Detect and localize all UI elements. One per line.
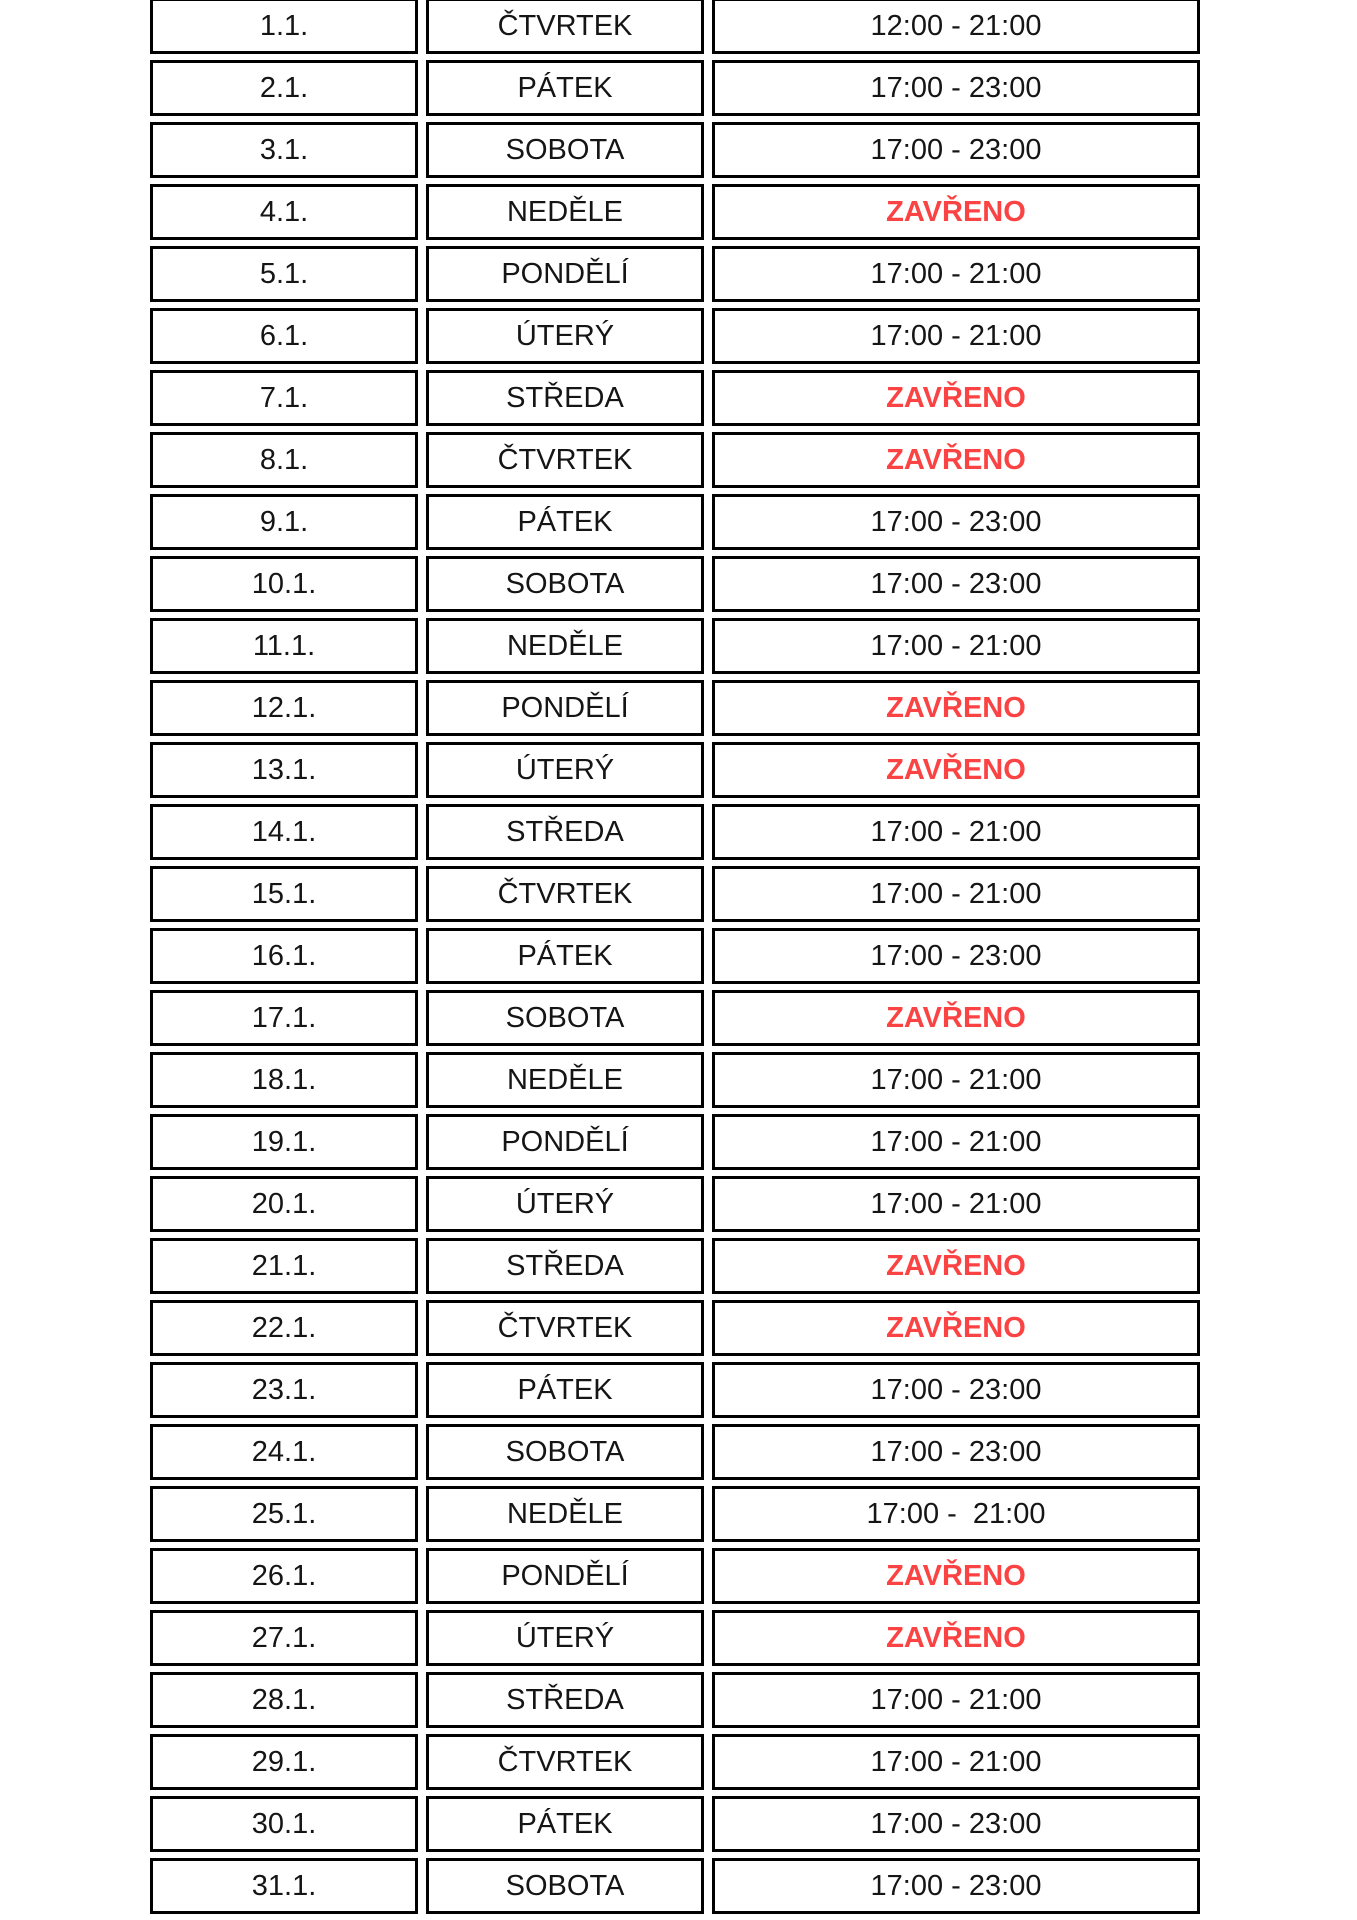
day-cell: ČTVRTEK: [426, 1734, 704, 1790]
date-cell: 9.1.: [150, 494, 418, 550]
day-cell: PÁTEK: [426, 1796, 704, 1852]
day-cell: PONDĚLÍ: [426, 680, 704, 736]
hours-cell: 17:00 - 21:00: [712, 308, 1200, 364]
day-cell: PÁTEK: [426, 928, 704, 984]
hours-cell: 17:00 - 23:00: [712, 60, 1200, 116]
date-cell: 15.1.: [150, 866, 418, 922]
hours-cell: ZAVŘENO: [712, 990, 1200, 1046]
date-cell: 16.1.: [150, 928, 418, 984]
hours-cell: 17:00 - 23:00: [712, 1362, 1200, 1418]
hours-cell: ZAVŘENO: [712, 184, 1200, 240]
day-cell: SOBOTA: [426, 1424, 704, 1480]
date-cell: 23.1.: [150, 1362, 418, 1418]
hours-cell: 17:00 - 21:00: [712, 618, 1200, 674]
hours-cell: ZAVŘENO: [712, 1300, 1200, 1356]
date-cell: 20.1.: [150, 1176, 418, 1232]
day-cell: ÚTERÝ: [426, 1610, 704, 1666]
hours-cell: 17:00 - 21:00: [712, 1734, 1200, 1790]
hours-cell: 17:00 - 23:00: [712, 928, 1200, 984]
date-cell: 26.1.: [150, 1548, 418, 1604]
day-cell: SOBOTA: [426, 1858, 704, 1914]
hours-cell: 17:00 - 23:00: [712, 1858, 1200, 1914]
hours-cell: 17:00 - 21:00: [712, 804, 1200, 860]
hours-cell: 17:00 - 23:00: [712, 556, 1200, 612]
date-cell: 17.1.: [150, 990, 418, 1046]
day-cell: NEDĚLE: [426, 1052, 704, 1108]
date-cell: 19.1.: [150, 1114, 418, 1170]
date-cell: 14.1.: [150, 804, 418, 860]
date-cell: 1.1.: [150, 0, 418, 54]
day-cell: PÁTEK: [426, 494, 704, 550]
day-cell: PONDĚLÍ: [426, 246, 704, 302]
date-cell: 22.1.: [150, 1300, 418, 1356]
date-cell: 13.1.: [150, 742, 418, 798]
date-cell: 21.1.: [150, 1238, 418, 1294]
day-cell: NEDĚLE: [426, 618, 704, 674]
date-cell: 28.1.: [150, 1672, 418, 1728]
hours-cell: 17:00 - 23:00: [712, 494, 1200, 550]
day-cell: STŘEDA: [426, 1672, 704, 1728]
day-cell: STŘEDA: [426, 1238, 704, 1294]
date-cell: 31.1.: [150, 1858, 418, 1914]
date-cell: 2.1.: [150, 60, 418, 116]
day-cell: ÚTERÝ: [426, 742, 704, 798]
hours-cell: 17:00 - 21:00: [712, 1486, 1200, 1542]
date-cell: 30.1.: [150, 1796, 418, 1852]
day-cell: ČTVRTEK: [426, 866, 704, 922]
day-cell: PONDĚLÍ: [426, 1114, 704, 1170]
hours-cell: ZAVŘENO: [712, 680, 1200, 736]
hours-cell: 17:00 - 23:00: [712, 1796, 1200, 1852]
date-cell: 5.1.: [150, 246, 418, 302]
date-cell: 18.1.: [150, 1052, 418, 1108]
hours-cell: ZAVŘENO: [712, 742, 1200, 798]
hours-cell: 17:00 - 21:00: [712, 1176, 1200, 1232]
date-cell: 12.1.: [150, 680, 418, 736]
day-cell: ČTVRTEK: [426, 0, 704, 54]
day-cell: PÁTEK: [426, 1362, 704, 1418]
hours-cell: 17:00 - 21:00: [712, 246, 1200, 302]
day-cell: PONDĚLÍ: [426, 1548, 704, 1604]
date-cell: 6.1.: [150, 308, 418, 364]
day-cell: STŘEDA: [426, 804, 704, 860]
date-cell: 25.1.: [150, 1486, 418, 1542]
day-cell: ČTVRTEK: [426, 432, 704, 488]
date-cell: 10.1.: [150, 556, 418, 612]
hours-cell: 17:00 - 23:00: [712, 122, 1200, 178]
hours-cell: 17:00 - 21:00: [712, 866, 1200, 922]
day-cell: NEDĚLE: [426, 1486, 704, 1542]
date-cell: 24.1.: [150, 1424, 418, 1480]
hours-cell: 17:00 - 23:00: [712, 1424, 1200, 1480]
date-cell: 29.1.: [150, 1734, 418, 1790]
hours-cell: 12:00 - 21:00: [712, 0, 1200, 54]
hours-cell: 17:00 - 21:00: [712, 1052, 1200, 1108]
date-cell: 27.1.: [150, 1610, 418, 1666]
hours-cell: ZAVŘENO: [712, 432, 1200, 488]
hours-cell: ZAVŘENO: [712, 370, 1200, 426]
hours-cell: ZAVŘENO: [712, 1548, 1200, 1604]
date-cell: 11.1.: [150, 618, 418, 674]
day-cell: PÁTEK: [426, 60, 704, 116]
opening-hours-table: [150, 0, 1200, 1914]
hours-cell: ZAVŘENO: [712, 1610, 1200, 1666]
date-cell: 3.1.: [150, 122, 418, 178]
day-cell: ČTVRTEK: [426, 1300, 704, 1356]
hours-cell: 17:00 - 21:00: [712, 1672, 1200, 1728]
day-cell: SOBOTA: [426, 122, 704, 178]
day-cell: ÚTERÝ: [426, 308, 704, 364]
day-cell: NEDĚLE: [426, 184, 704, 240]
hours-cell: ZAVŘENO: [712, 1238, 1200, 1294]
hours-cell: 17:00 - 21:00: [712, 1114, 1200, 1170]
date-cell: 4.1.: [150, 184, 418, 240]
date-cell: 8.1.: [150, 432, 418, 488]
day-cell: ÚTERÝ: [426, 1176, 704, 1232]
date-cell: 7.1.: [150, 370, 418, 426]
day-cell: STŘEDA: [426, 370, 704, 426]
day-cell: SOBOTA: [426, 556, 704, 612]
day-cell: SOBOTA: [426, 990, 704, 1046]
